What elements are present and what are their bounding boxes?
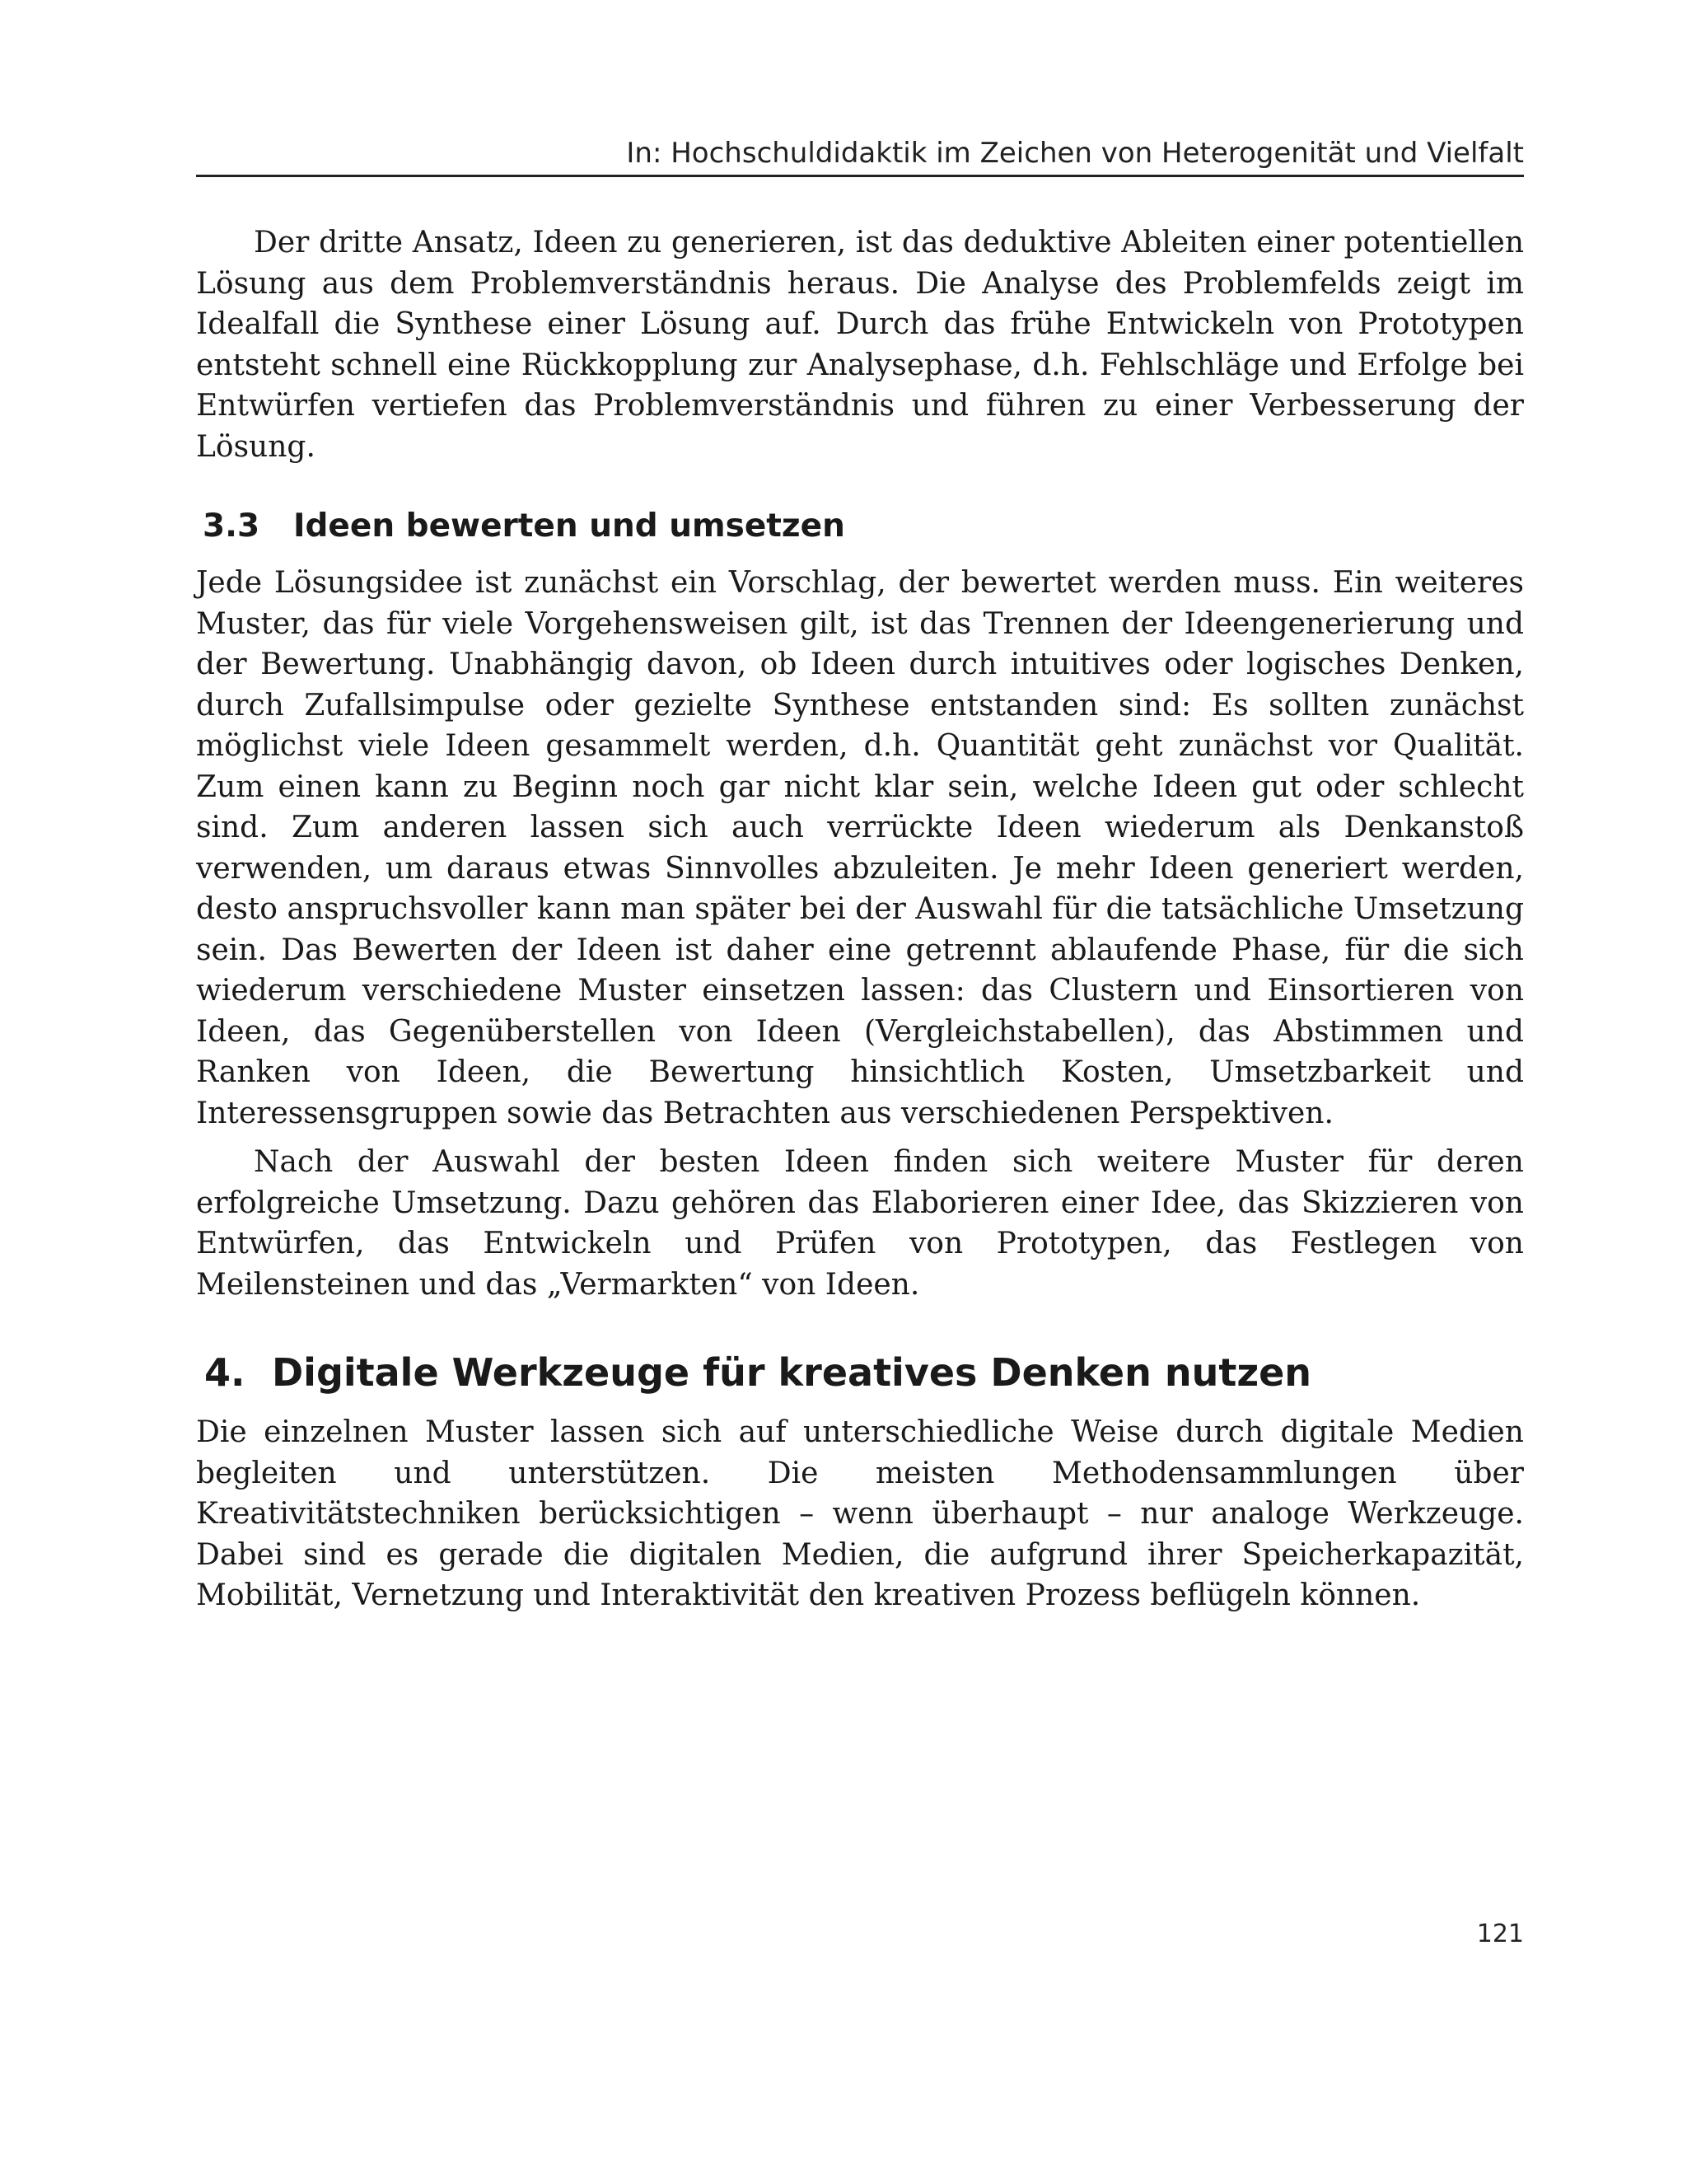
body-paragraph: Nach der Auswahl der besten Ideen finden sich weitere Muster für deren erfolgreiche Umsetzung. Dazu gehören das Elaborieren einer Idee, das Skizzieren von Entwürfen, das Entwickeln und Prüfen von Prototypen, das Festlegen von Meilensteinen und das „Vermarkten“ von Ideen. xyxy=(196,1145,1524,1302)
page-number: 121 xyxy=(1476,1920,1524,1948)
body-paragraph: Jede Lösungsidee ist zunächst ein Vorschlag, der bewertet werden muss. Ein weiteres Muster, das für viele Vorgehensweisen gilt, ist das Trennen der Ideengenerierung und der Bewertung. Unabhängig davon, ob Ideen durch intuitives oder logisches Denken, durch Zufallsimpulse oder gezielte Synthese entstanden sind: Es sollten zunächst möglichst viele Ideen gesammelt werden, d.h. Quantität geht zunächst vor Qualität. Zum einen kann zu Beginn noch gar nicht klar sein, welche Ideen gut oder schlecht sind. Zum anderen lassen sich auch verrückte Ideen wiederum als Denkanstoß verwenden, um daraus etwas Sinnvolles abzuleiten. Je mehr Ideen generiert werden, desto anspruchsvoller kann man später bei der Auswahl für die tatsächliche Umsetzung sein. Das Bewerten der Ideen ist daher eine getrennt ablaufende Phase, für die sich wiederum verschiedene Muster einsetzen lassen: das Clustern und Einsortieren von Ideen, das Gegenüberstellen von Ideen (Vergleichstabellen), das Abstimmen und Ranken von Ideen, die Bewertung hinsichtlich Kosten, Umsetzbarkeit und Interessensgruppen sowie das Betrachten aus verschiedenen Perspektiven. xyxy=(196,566,1524,1130)
section-number: 4. xyxy=(204,1350,245,1395)
section-heading-3-3 xyxy=(203,505,1524,548)
section-heading-4 xyxy=(204,1348,1524,1397)
page-body xyxy=(196,222,1524,1616)
body-paragraph: Die einzelnen Muster lassen sich auf unterschiedliche Weise durch digitale Medien begleiten und unterstützen. Die meisten Methodensammlungen über Kreativitätstechniken berücksichtigen – wenn überhaupt – nur analoge Werkzeuge. Dabei sind es gerade die digitalen Medien, die aufgrund ihrer Speicherkapazität, Mobilität, Vernetzung und Interaktivität den kreativen Prozess beflügeln können. xyxy=(196,1415,1524,1612)
running-header-title: In: Hochschuldidaktik im Zeichen von Heterogenität und Vielfalt xyxy=(626,137,1524,170)
body-paragraph: Der dritte Ansatz, Ideen zu generieren, ist das deduktive Ableiten einer potentiellen Lösung aus dem Problemverständnis heraus. Die Analyse des Problemfelds zeigt im Idealfall die Synthese einer Lösung auf. Durch das frühe Entwickeln von Prototypen entsteht schnell eine Rückkopplung zur Analysephase, d.h. Fehlschläge und Erfolge bei Entwürfen vertiefen das Problemverständnis und führen zu einer Verbesserung der Lösung. xyxy=(196,226,1524,464)
running-header xyxy=(196,135,1524,177)
section-title: Digitale Werkzeuge für kreatives Denken nutzen xyxy=(272,1350,1312,1395)
section-title: Ideen bewerten und umsetzen xyxy=(293,507,845,545)
section-number: 3.3 xyxy=(203,507,260,545)
